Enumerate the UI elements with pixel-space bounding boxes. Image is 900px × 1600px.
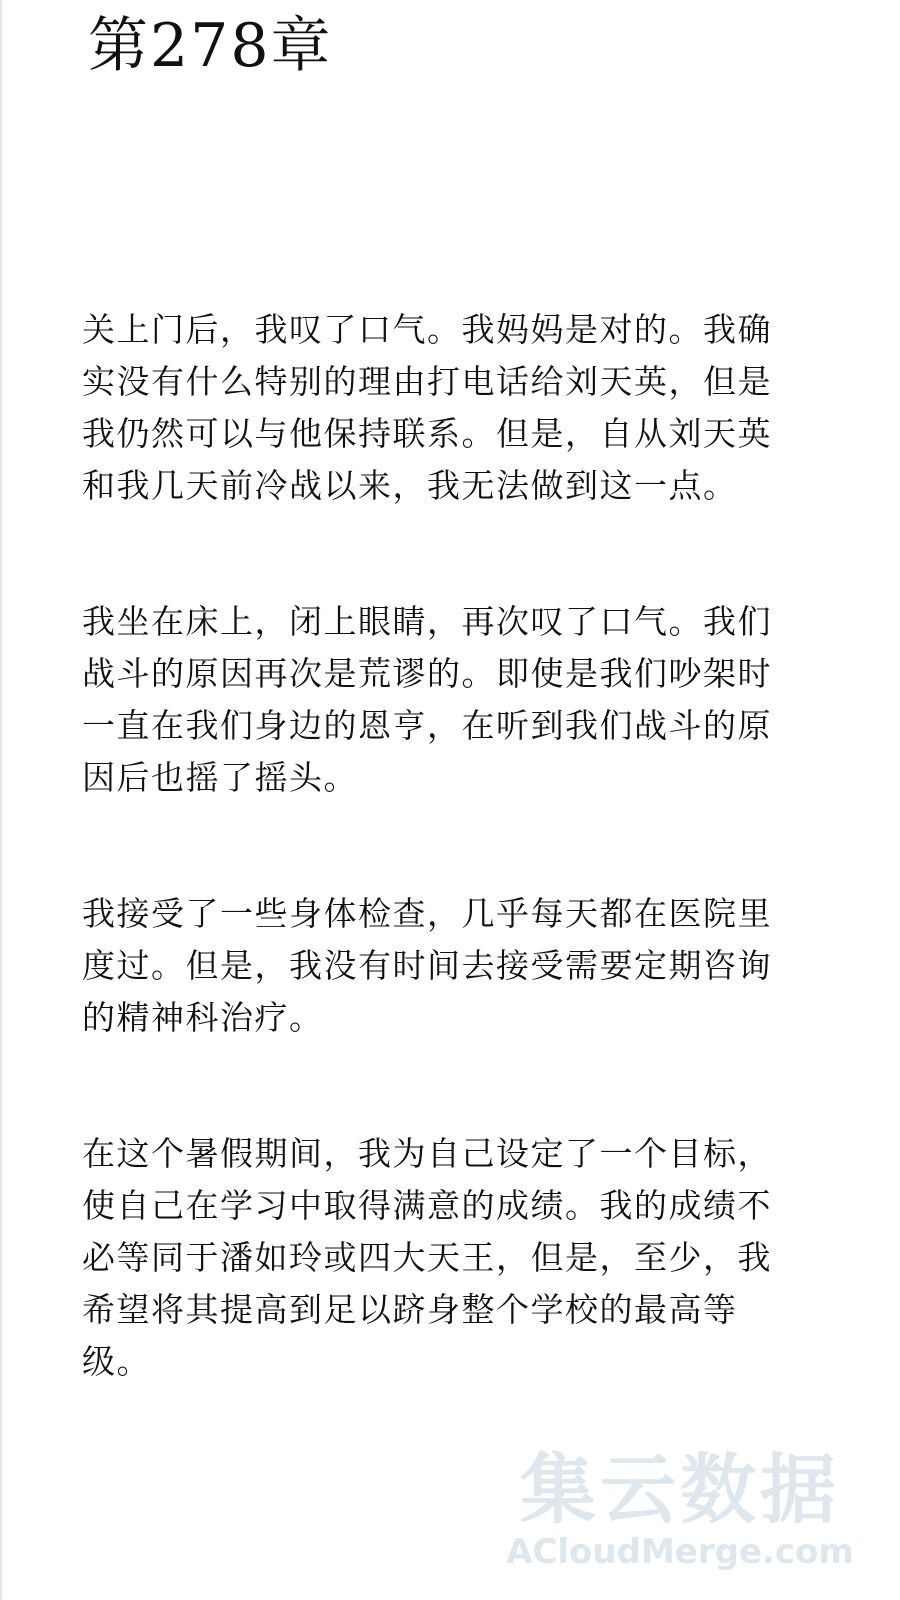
paragraph-2: 我坐在床上，闭上眼睛，再次叹了口气。我们战斗的原因再次是荒谬的。即使是我们吵架时一直在我们身边的恩亨，在听到我们战斗的原因后也摇了摇头。: [82, 602, 772, 797]
chapter-title: 第278章: [88, 11, 333, 81]
page-edge-line: [0, 0, 2, 1600]
watermark: [490, 1445, 870, 1572]
watermark-en-text: ACloudMerge.com: [506, 1532, 854, 1572]
paragraph-1: 关上门后，我叹了口气。我妈妈是对的。我确实没有什么特别的理由打电话给刘天英，但是我仍然可以与他保持联系。但是，自从刘天英和我几天前冷战以来，我无法做到这一点。: [82, 310, 772, 505]
chapter-body: [82, 304, 794, 1388]
watermark-cn-text: 集云数据: [520, 1445, 840, 1534]
paragraph-4: 在这个暑假期间，我为自己设定了一个目标，使自己在学习中取得满意的成绩。我的成绩不必等同于潘如玲或四大天王，但是，至少，我希望将其提高到足以跻身整个学校的最高等级。: [82, 1134, 772, 1381]
paragraph-3: 我接受了一些身体检查，几乎每天都在医院里度过。但是，我没有时间去接受需要定期咨询的精神科治疗。: [82, 894, 772, 1037]
